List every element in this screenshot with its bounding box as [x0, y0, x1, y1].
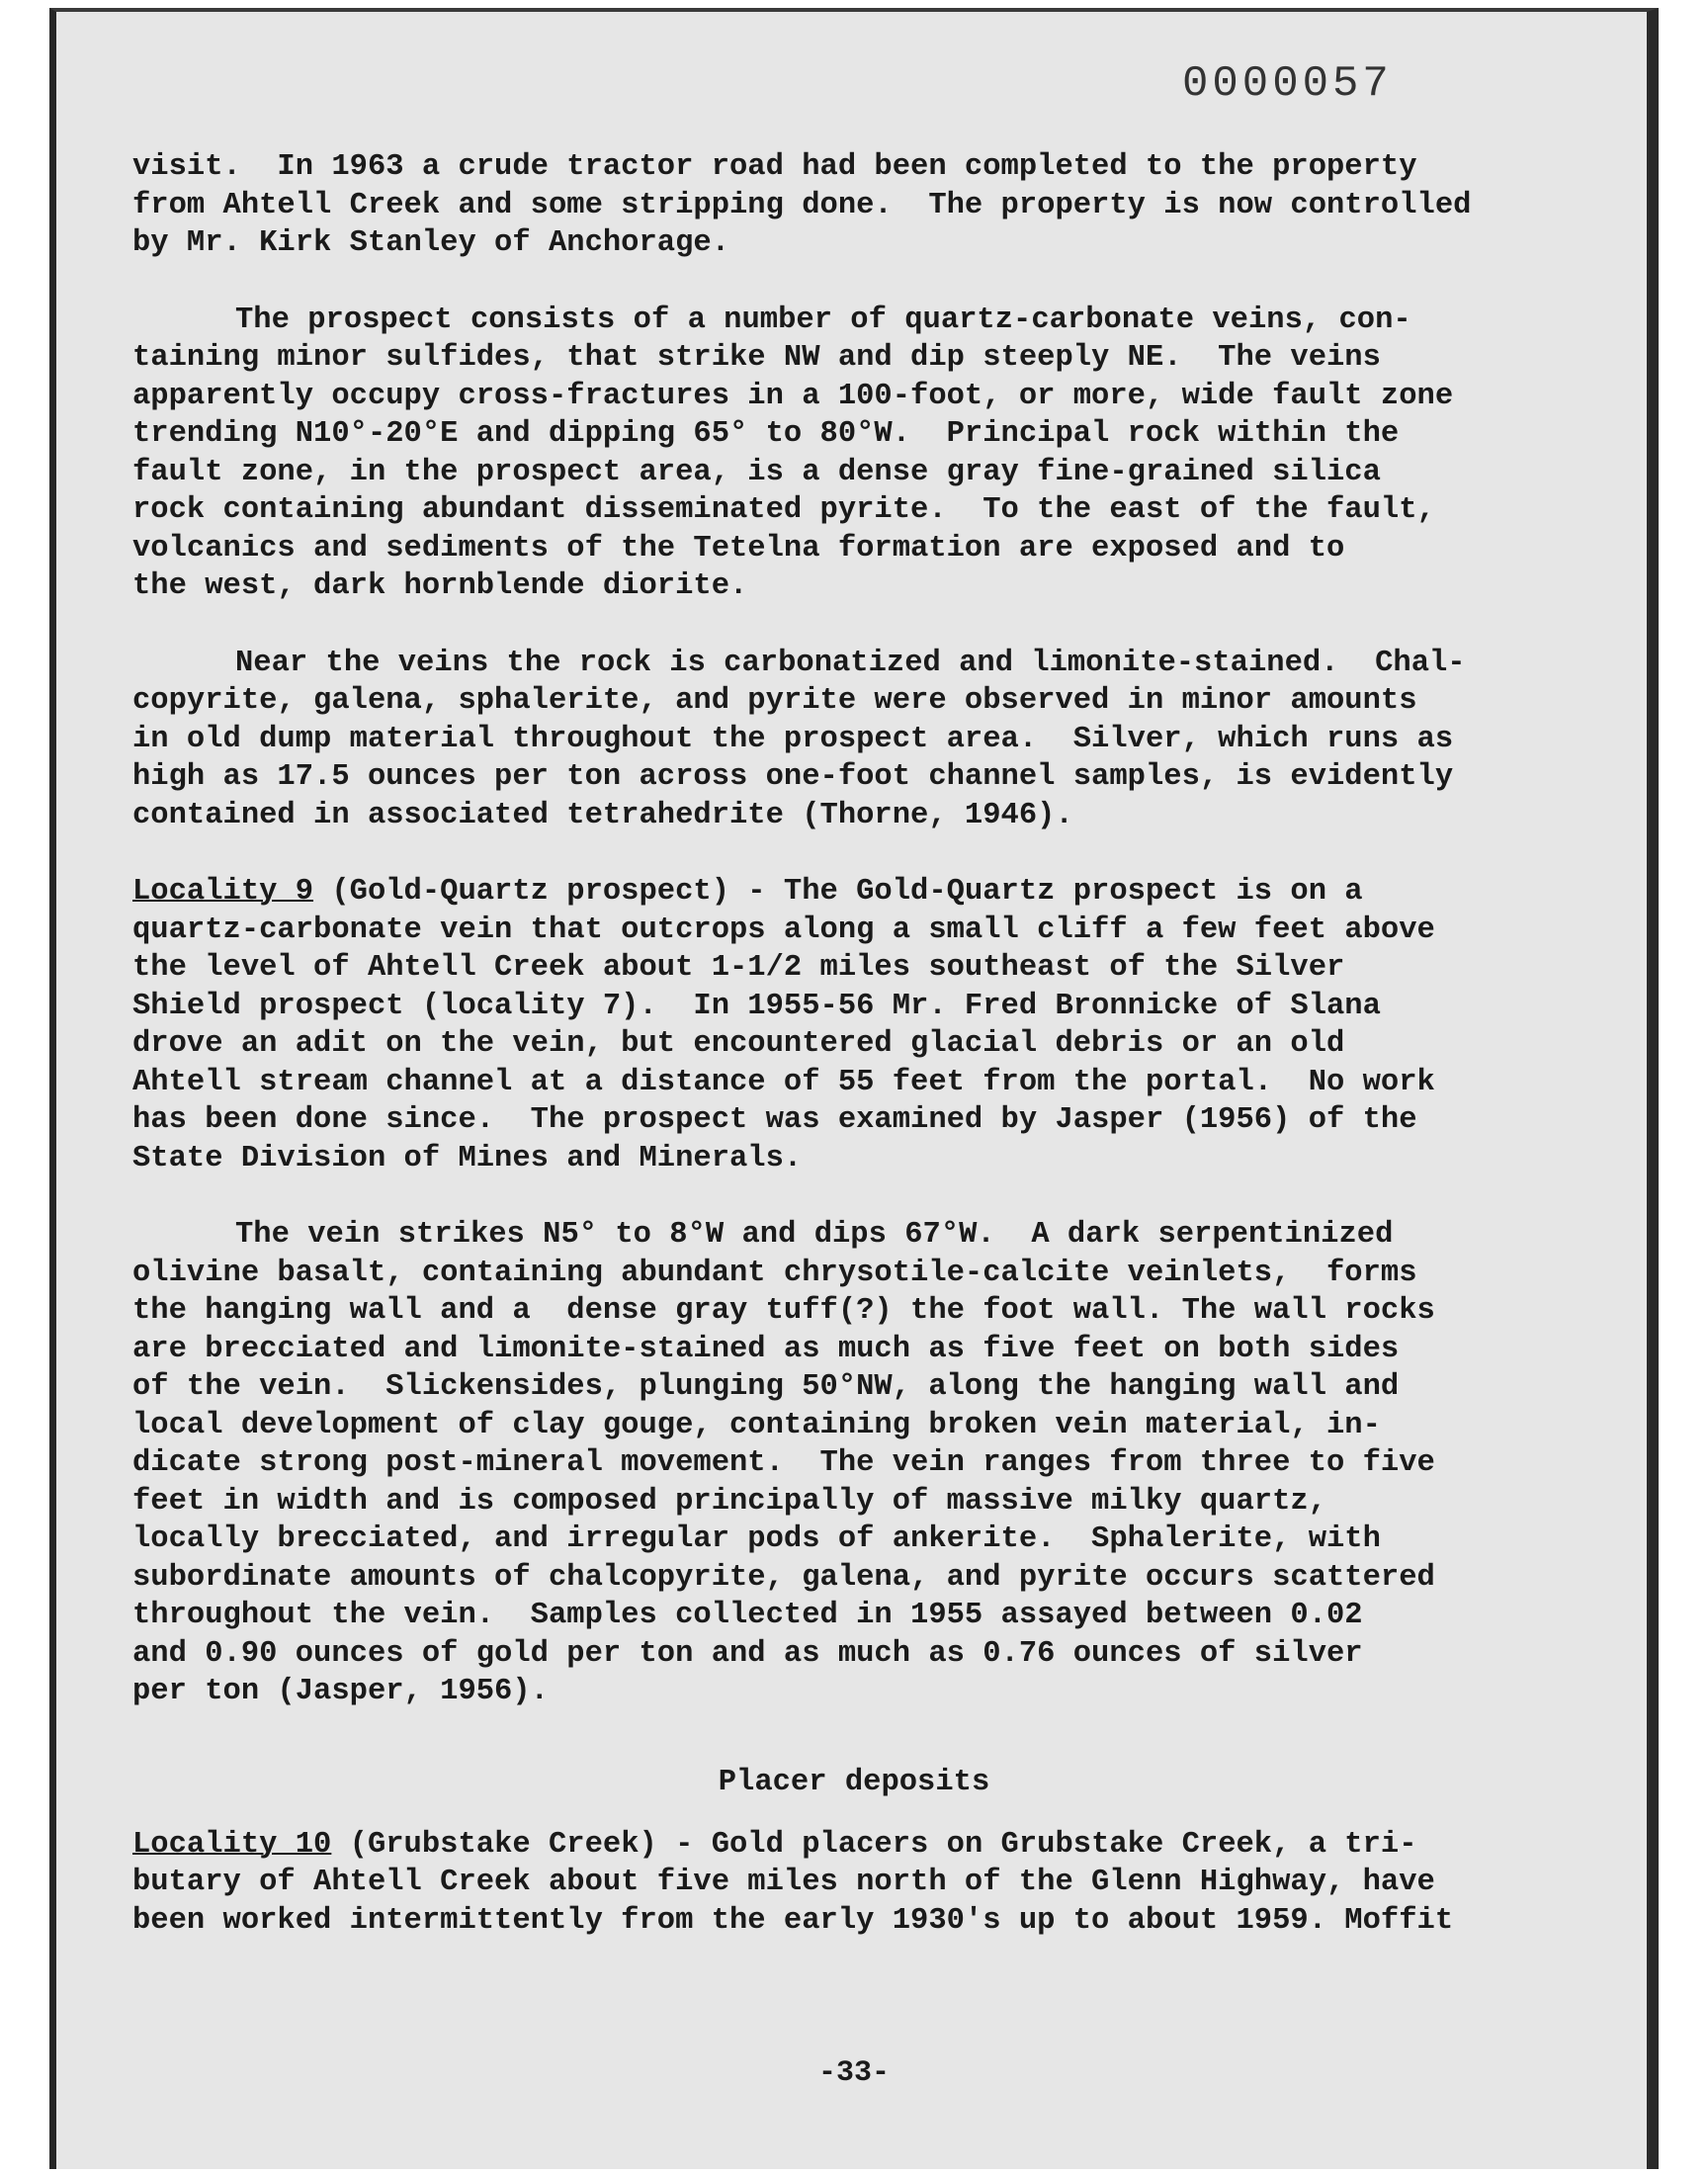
text-line: from Ahtell Creek and some stripping done. The property is now controlled [132, 188, 1472, 222]
text-line: Ahtell stream channel at a distance of 55 feet from the portal. No work [132, 1065, 1435, 1099]
paragraph-gap [132, 834, 1615, 873]
locality-label: Locality 10 [132, 1827, 332, 1862]
text-line: apparently occupy cross-fractures in a 100-foot, or more, wide fault zone [132, 379, 1454, 413]
text-line: been worked intermittently from the early 1930's up to about 1959. Moffit [132, 1903, 1454, 1938]
paragraph-1 [132, 148, 1615, 263]
text-line: and 0.90 ounces of gold per ton and as much as 0.76 ounces of silver [132, 1636, 1363, 1671]
text-line: throughout the vein. Samples collected in 1955 assayed between 0.02 [132, 1599, 1363, 1632]
text-line: drove an adit on the vein, but encountered glacial debris or an old [132, 1027, 1345, 1061]
text-line: copyrite, galena, sphalerite, and pyrite were observed in minor amounts [132, 684, 1417, 718]
document-number: 0000057 [1182, 59, 1393, 109]
locality-description: (Gold-Quartz prospect) - The Gold-Quartz prospect is on a [313, 875, 1363, 909]
text-line: Shield prospect (locality 7). In 1955-56 Mr. Fred Bronnicke of Slana [132, 989, 1381, 1023]
text-line: the hanging wall and a dense gray tuff(?) the foot wall. The wall rocks [132, 1294, 1435, 1328]
text-line: the level of Ahtell Creek about 1-1/2 miles southeast of the Silver [132, 951, 1345, 985]
text-line: contained in associated tetrahedrite (Thorne, 1946). [132, 798, 1073, 832]
text-line: in old dump material throughout the prospect area. Silver, which runs as [132, 722, 1454, 756]
text-line: local development of clay gouge, containing broken vein material, in- [132, 1408, 1381, 1442]
paragraph-6-locality-10 [132, 1826, 1615, 1941]
text-line: per ton (Jasper, 1956). [132, 1675, 549, 1708]
text-line: butary of Ahtell Creek about five miles north of the Glenn Highway, have [132, 1866, 1435, 1899]
text-line: dicate strong post-mineral movement. The vein ranges from three to five [132, 1446, 1435, 1480]
paragraph-2 [132, 302, 1615, 606]
text-line: by Mr. Kirk Stanley of Anchorage. [132, 226, 729, 260]
text-line: quartz-carbonate vein that outcrops along a small cliff a few feet above [132, 913, 1435, 947]
text-line: rock containing abundant disseminated pyrite. To the east of the fault, [132, 493, 1435, 527]
text-line: taining minor sulfides, that strike NW and dip steeply NE. The veins [132, 341, 1381, 375]
text-line [132, 873, 1615, 912]
paragraph-4-locality-9 [132, 873, 1615, 1177]
document-text-body [132, 148, 1615, 1940]
section-heading: Placer deposits [718, 1766, 990, 1799]
page-number: -33- [817, 2056, 890, 2090]
text-line: feet in width and is composed principally of massive milky quartz, [132, 1484, 1326, 1519]
text-line: locally brecciated, and irregular pods of ankerite. Sphalerite, with [132, 1522, 1381, 1556]
text-line: of the vein. Slickensides, plunging 50°NW, along the hanging wall and [132, 1370, 1400, 1404]
text-line: trending N10°-20°E and dipping 65° to 80°W. Principal rock within the [132, 417, 1400, 451]
text-line: The prospect consists of a number of quartz-carbonate veins, con- [235, 303, 1411, 337]
text-line: State Division of Mines and Minerals. [132, 1141, 803, 1175]
locality-label: Locality 9 [132, 875, 314, 909]
paragraph-gap [132, 1177, 1615, 1216]
paragraph-gap [132, 263, 1615, 302]
text-line: fault zone, in the prospect area, is a dense gray fine-grained silica [132, 455, 1381, 489]
paragraph-3 [132, 645, 1615, 835]
text-line: visit. In 1963 a crude tractor road had been completed to the property [132, 150, 1417, 184]
text-line: Near the veins the rock is carbonatized and limonite-stained. Chal- [235, 646, 1466, 680]
locality-description: (Grubstake Creek) - Gold placers on Grubstake Creek, a tri- [331, 1827, 1417, 1862]
text-line: The vein strikes N5° to 8°W and dips 67°W. A dark serpentinized [235, 1218, 1394, 1252]
text-line [132, 1826, 1615, 1865]
text-line: the west, dark hornblende diorite. [132, 569, 748, 603]
text-line: olivine basalt, containing abundant chrysotile-calcite veinlets, forms [132, 1256, 1417, 1290]
text-line: high as 17.5 ounces per ton across one-foot channel samples, is evidently [132, 760, 1454, 794]
paragraph-gap [132, 606, 1615, 645]
text-line: has been done since. The prospect was examined by Jasper (1956) of the [132, 1103, 1417, 1137]
paragraph-5 [132, 1216, 1615, 1711]
text-line: volcanics and sediments of the Tetelna formation are exposed and to [132, 531, 1345, 566]
text-line: are brecciated and limonite-stained as much as five feet on both sides [132, 1332, 1400, 1366]
text-line: subordinate amounts of chalcopyrite, galena, and pyrite occurs scattered [132, 1560, 1435, 1595]
